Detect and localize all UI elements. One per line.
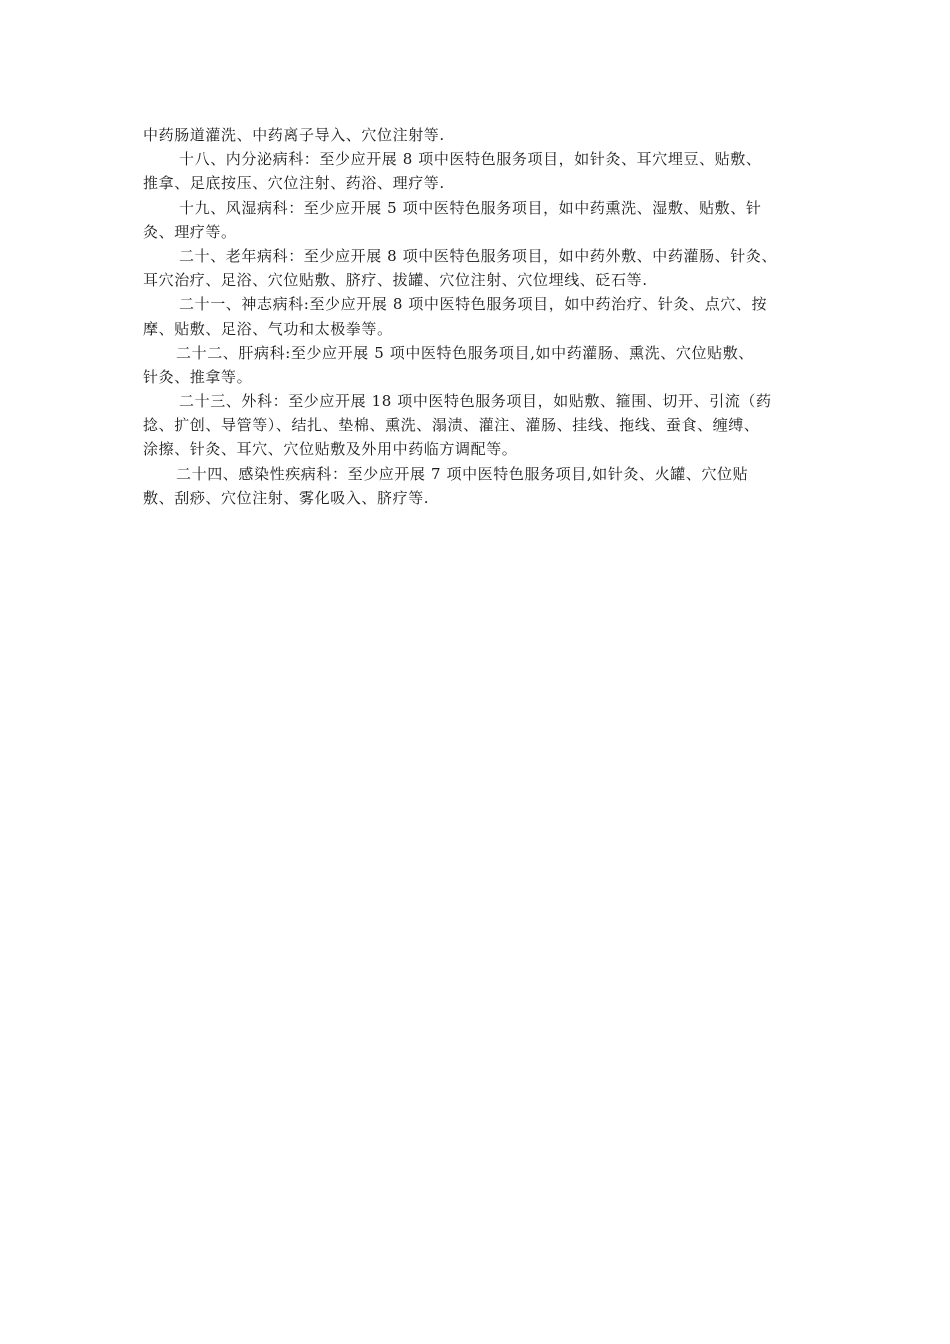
paragraph-24-line-1: 二十四、感染性疾病科：至少应开展 7 项中医特色服务项目,如针灸、火罐、穴位贴 bbox=[176, 464, 749, 483]
paragraph-18-line-1: 十八、内分泌病科：至少应开展 8 项中医特色服务项目，如针灸、耳穴埋豆、贴敷、 bbox=[179, 150, 762, 169]
paragraph-23-line-1: 二十三、外科：至少应开展 18 项中医特色服务项目，如贴敷、箍围、切开、引流（药 bbox=[179, 392, 772, 411]
paragraph-19-line-2: 灸、理疗等。 bbox=[143, 222, 237, 241]
paragraph-23-line-3: 涂擦、针灸、耳穴、穴位贴敷及外用中药临方调配等。 bbox=[143, 440, 518, 459]
paragraph-18-line-2: 推拿、足底按压、穴位注射、药浴、理疗等. bbox=[143, 174, 445, 193]
paragraph-20-line-1: 二十、老年病科：至少应开展 8 项中医特色服务项目，如中药外敷、中药灌肠、针灸、 bbox=[179, 246, 778, 265]
paragraph-21-line-2: 摩、贴敷、足浴、气功和太极拳等。 bbox=[143, 319, 393, 338]
paragraph-22-line-2: 针灸、推拿等。 bbox=[143, 367, 253, 386]
paragraph-21-line-1: 二十一、神志病科:至少应开展 8 项中医特色服务项目，如中药治疗、针灸、点穴、按 bbox=[179, 295, 768, 314]
document-body bbox=[143, 123, 823, 510]
paragraph-24-line-2: 敷、刮痧、穴位注射、雾化吸入、脐疗等. bbox=[143, 488, 430, 507]
paragraph-23-line-2: 捻、扩创、导管等）、结扎、垫棉、熏洗、溻渍、灌注、灌肠、挂线、拖线、蚕食、缠缚、 bbox=[143, 416, 760, 435]
paragraph-22-line-1: 二十二、肝病科:至少应开展 5 项中医特色服务项目,如中药灌肠、熏洗、穴位贴敷、 bbox=[176, 343, 754, 362]
text-line: 中药肠道灌洗、中药离子导入、穴位注射等. bbox=[143, 126, 445, 144]
paragraph-19-line-1: 十九、风湿病科：至少应开展 5 项中医特色服务项目，如中药熏洗、湿敷、贴敷、针 bbox=[179, 198, 762, 217]
paragraph-20-line-2: 耳穴治疗、足浴、穴位贴敷、脐疗、拔罐、穴位注射、穴位埋线、砭石等. bbox=[143, 271, 648, 290]
